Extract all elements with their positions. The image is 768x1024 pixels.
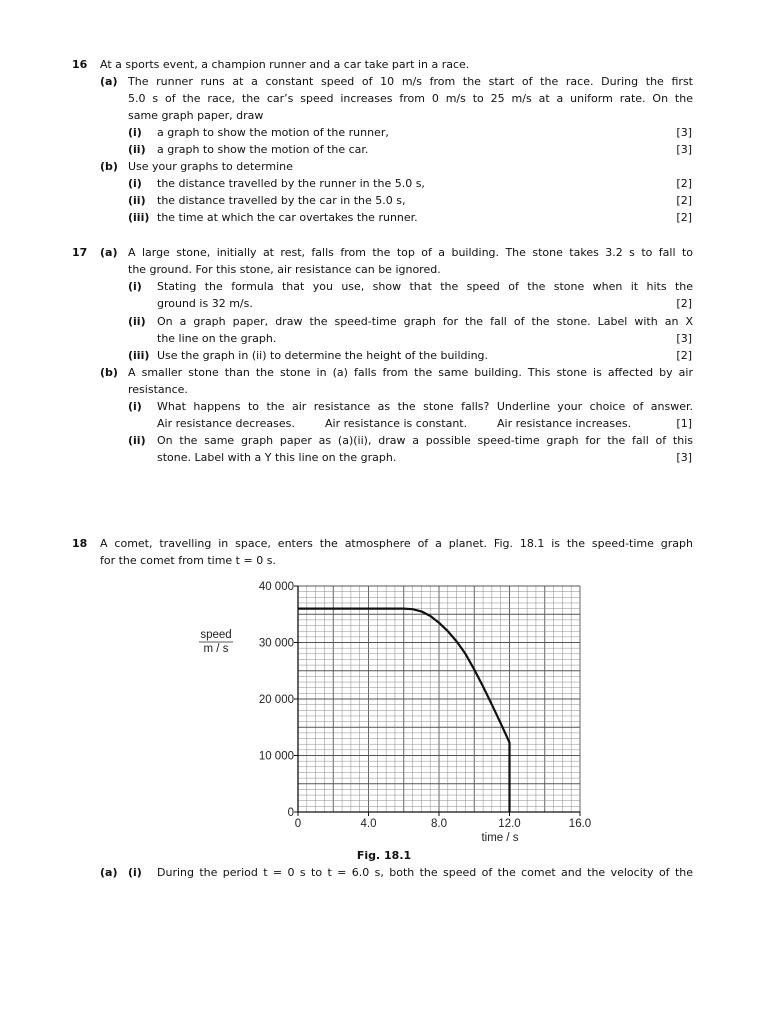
x-tick-label: 12.0	[498, 818, 521, 830]
chart-tick-labels	[259, 581, 591, 830]
x-axis-label: time / s	[481, 832, 519, 844]
y-tick-label: 10 000	[258, 750, 294, 763]
subpart-label: (i)	[128, 280, 142, 293]
part-label: (a)	[100, 866, 118, 879]
question-text: On a graph paper, draw the speed-time graph for the fall of the stone. Label with an X	[157, 315, 693, 328]
question-number: 17	[72, 246, 88, 259]
question-text: During the period t = 0 s to t = 6.0 s, both the speed of the comet and the velocity of the	[157, 866, 693, 879]
subpart-label: (iii)	[128, 211, 150, 224]
y-axis-label: speed	[200, 629, 232, 641]
question-text: the distance travelled by the car in the 5.0 s,	[157, 194, 406, 207]
subpart-label: (ii)	[128, 143, 146, 156]
question-text: the distance travelled by the runner in the 5.0 s,	[157, 177, 425, 190]
speed-time-graph	[190, 568, 610, 848]
y-axis-label: m / s	[203, 643, 229, 655]
part-label: (a)	[100, 75, 118, 88]
question-number: 18	[72, 537, 88, 550]
question-text: Use your graphs to determine	[128, 160, 293, 173]
marks: [2]	[676, 194, 692, 207]
subpart-label: (ii)	[128, 434, 146, 447]
y-tick-label: 30 000	[258, 637, 294, 650]
chart-grid	[298, 586, 580, 812]
question-text: the line on the graph.	[157, 332, 277, 345]
question-text: A smaller stone than the stone in (a) falls from the same building. This stone is affected by air	[128, 366, 693, 379]
question-text: On the same graph paper as (a)(ii), draw a possible speed-time graph for the fall of this	[157, 434, 693, 447]
question-text: a graph to show the motion of the car.	[157, 143, 369, 156]
subpart-label: (ii)	[128, 194, 146, 207]
x-tick-label: 8.0	[431, 818, 447, 830]
x-tick-label: 16.0	[568, 818, 592, 830]
marks: [3]	[676, 451, 692, 464]
question-text: A large stone, initially at rest, falls from the top of a building. The stone takes 3.2 s to fall to	[128, 246, 693, 259]
question-number: 16	[72, 58, 88, 71]
part-label: (b)	[100, 366, 118, 379]
answer-choice[interactable]: Air resistance increases.	[497, 417, 632, 430]
y-tick-label: 20 000	[258, 694, 294, 706]
subpart-label: (ii)	[128, 315, 146, 328]
marks: [2]	[676, 297, 692, 310]
question-text: a graph to show the motion of the runner,	[157, 126, 389, 139]
marks: [3]	[676, 126, 692, 139]
figure-caption: Fig. 18.1	[356, 849, 412, 862]
question-text: The runner runs at a constant speed of 10 m/s from the start of the race. During the first	[128, 75, 693, 88]
marks: [2]	[676, 349, 692, 362]
question-text: Use the graph in (ii) to determine the height of the building.	[157, 349, 489, 362]
subpart-label: (i)	[128, 126, 142, 139]
question-text: A comet, travelling in space, enters the atmosphere of a planet. Fig. 18.1 is the speed-time graph	[100, 537, 693, 550]
question-text: the ground. For this stone, air resistance can be ignored.	[128, 263, 441, 276]
question-intro: At a sports event, a champion runner and a car take part in a race.	[100, 58, 470, 71]
marks: [2]	[676, 211, 692, 224]
subpart-label: (i)	[128, 177, 142, 190]
marks: [1]	[676, 417, 692, 430]
question-text: Stating the formula that you use, show that the speed of the stone when it hits the	[157, 280, 693, 293]
marks: [2]	[676, 177, 692, 190]
question-text: ground is 32 m/s.	[157, 297, 253, 310]
y-tick-label: 0	[287, 807, 294, 819]
question-text: What happens to the air resistance as the stone falls? Underline your choice of answer.	[157, 400, 693, 413]
part-label: (a)	[100, 246, 118, 259]
marks: [3]	[676, 332, 692, 345]
part-label: (b)	[100, 160, 118, 173]
question-text: for the comet from time t = 0 s.	[100, 554, 276, 567]
subpart-label: (i)	[128, 400, 142, 413]
question-text: resistance.	[128, 383, 188, 396]
answer-choice[interactable]: Air resistance is constant.	[325, 417, 468, 430]
x-tick-label: 4.0	[360, 818, 377, 830]
subpart-label: (i)	[128, 866, 142, 879]
question-text: 5.0 s of the race, the car’s speed increases from 0 m/s to 25 m/s at a uniform rate. On the	[128, 92, 693, 105]
question-text: stone. Label with a Y this line on the graph.	[157, 451, 397, 464]
subpart-label: (iii)	[128, 349, 150, 362]
marks: [3]	[676, 143, 692, 156]
answer-choice[interactable]: Air resistance decreases.	[157, 417, 295, 430]
question-text: same graph paper, draw	[128, 109, 264, 122]
x-tick-label: 0	[294, 818, 302, 830]
y-tick-label: 40 000	[258, 581, 294, 593]
question-text: the time at which the car overtakes the runner.	[157, 211, 418, 224]
